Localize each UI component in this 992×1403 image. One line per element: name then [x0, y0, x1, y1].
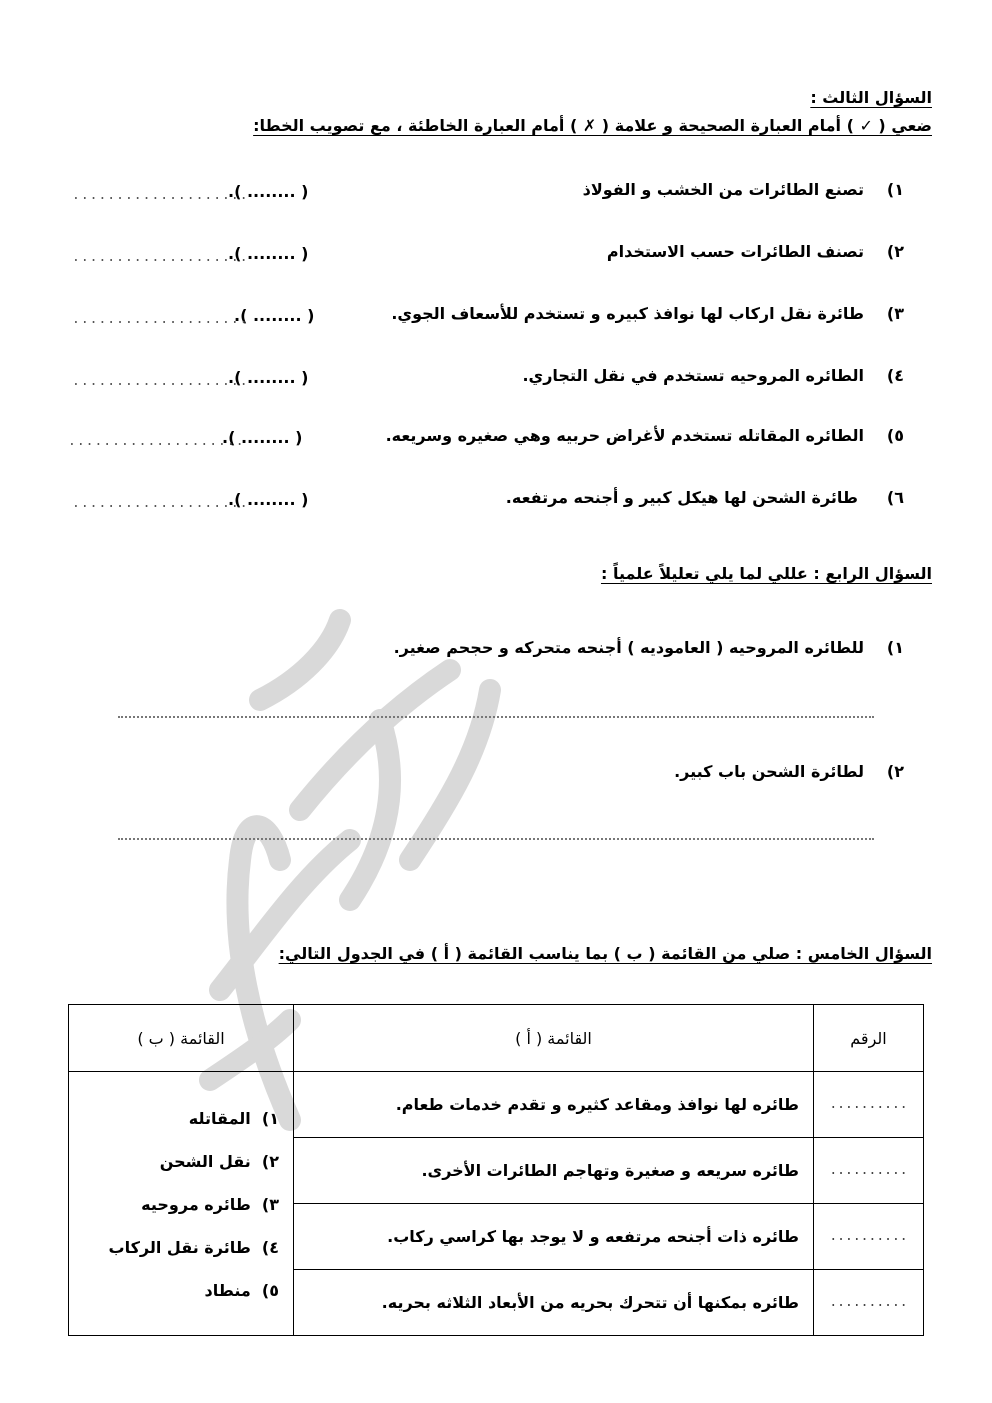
item-number: ٢): [886, 242, 904, 261]
list-b-item: [69, 1106, 279, 1149]
answer-parens[interactable]: ( ........ ).: [222, 428, 303, 447]
answer-line[interactable]: [118, 716, 874, 718]
answer-parens[interactable]: ( ........ ).: [228, 244, 309, 263]
header-list-b: القائمة ( ب ): [69, 1005, 294, 1072]
answer-parens[interactable]: ( ........ ).: [228, 368, 309, 387]
item-text: طائرة الشحن لها هيكل كبير و أجنحه مرتفعه.: [505, 488, 858, 507]
answer-line[interactable]: [118, 838, 874, 840]
list-b-text: طائرة نقل الركاب: [108, 1238, 251, 1257]
list-a-item: طائره لها نوافذ ومقاعد كثيره و تقدم خدمات طعام.: [294, 1072, 814, 1138]
q3-title: السؤال الثالث :: [810, 88, 932, 107]
q4-item-text: لطائرة الشحن باب كبير.: [674, 762, 864, 781]
item-text: تصنع الطائرات من الخشب و الفولاذ: [582, 180, 864, 199]
answer-blank[interactable]: ..........: [814, 1204, 924, 1270]
list-b-item: [69, 1278, 279, 1321]
answer-blank[interactable]: ..........: [814, 1072, 924, 1138]
list-b-text: نقل الشحن: [159, 1152, 251, 1171]
list-a-item: طائره سريعه و صغيرة وتهاجم الطائرات الأخرى.: [294, 1138, 814, 1204]
correction-blank[interactable]: ....................: [72, 312, 249, 327]
item-number: ١): [886, 180, 904, 199]
q5-title: السؤال الخامس : صلي من القائمة ( ب ) بما يناسب القائمة ( أ ) في الجدول التالي:: [278, 944, 932, 963]
answer-blank[interactable]: ..........: [814, 1270, 924, 1336]
correction-blank[interactable]: ....................: [72, 188, 249, 203]
answer-parens[interactable]: ( ........ ).: [228, 182, 309, 201]
table-header-row: [69, 1005, 924, 1072]
list-b-item: [69, 1149, 279, 1192]
correction-blank[interactable]: ....................: [72, 496, 249, 511]
item-number: ٣): [886, 304, 904, 323]
list-b-cell: [69, 1072, 294, 1336]
list-b-num: ٣): [261, 1195, 279, 1214]
list-b-num: ٤): [261, 1238, 279, 1257]
answer-blank[interactable]: ..........: [814, 1138, 924, 1204]
item-number: ٦): [886, 488, 904, 507]
header-list-a: القائمة ( أ ): [294, 1005, 814, 1072]
list-b-item: [69, 1192, 279, 1235]
header-num: الرقم: [814, 1005, 924, 1072]
list-b-text: منطاد: [204, 1281, 251, 1300]
item-number: ١): [886, 638, 904, 657]
correction-blank[interactable]: ....................: [72, 374, 249, 389]
list-a-item: طائره بمكنها أن تتحرك بحريه من الأبعاد الثلاثه بحريه.: [294, 1270, 814, 1336]
list-b-num: ٥): [261, 1281, 279, 1300]
list-a-item: طائره ذات أجنحه مرتفعه و لا يوجد بها كراسي ركاب.: [294, 1204, 814, 1270]
list-b-text: المقاتله: [188, 1109, 251, 1128]
item-number: ٤): [886, 366, 904, 385]
item-number: ٢): [886, 762, 904, 781]
list-b-item: [69, 1235, 279, 1278]
item-text: الطائره المروحيه تستخدم في نقل التجاري.: [522, 366, 864, 385]
item-text: تصنف الطائرات حسب الاستخدام: [606, 242, 864, 261]
q3-instruction: ضعي ( ✓ ) أمام العبارة الصحيحة و علامة ( ✗ ) أمام العبارة الخاطئة ، مع تصويب الخطا:: [253, 116, 932, 135]
answer-parens[interactable]: ( ........ ).: [234, 306, 315, 325]
list-b-num: ١): [261, 1109, 279, 1128]
q4-item-text: للطائره المروحيه ( العامو‌ديه ) أجنحه متحركه و حجحم صغير.: [393, 638, 864, 657]
item-number: ٥): [886, 426, 904, 445]
correction-blank[interactable]: ....................: [72, 250, 249, 265]
table-row: [69, 1072, 924, 1138]
answer-parens[interactable]: ( ........ ).: [228, 490, 309, 509]
q4-title: السؤال الرابع : عللي لما يلي تعليلاً علمياً :: [600, 564, 932, 583]
list-b-text: طائره مروحيه: [141, 1195, 251, 1214]
correction-blank[interactable]: ....................: [68, 434, 245, 449]
list-b-num: ٢): [261, 1152, 279, 1171]
matching-table: [68, 1004, 924, 1336]
item-text: الطائره المقاتله تستخدم لأغراض حربيه وهي صغيره وسريعه.: [385, 426, 864, 445]
item-text: طائرة نقل اركاب لها نوافذ كبيره و تستخدم للأسعاف الجوي.: [391, 304, 864, 323]
